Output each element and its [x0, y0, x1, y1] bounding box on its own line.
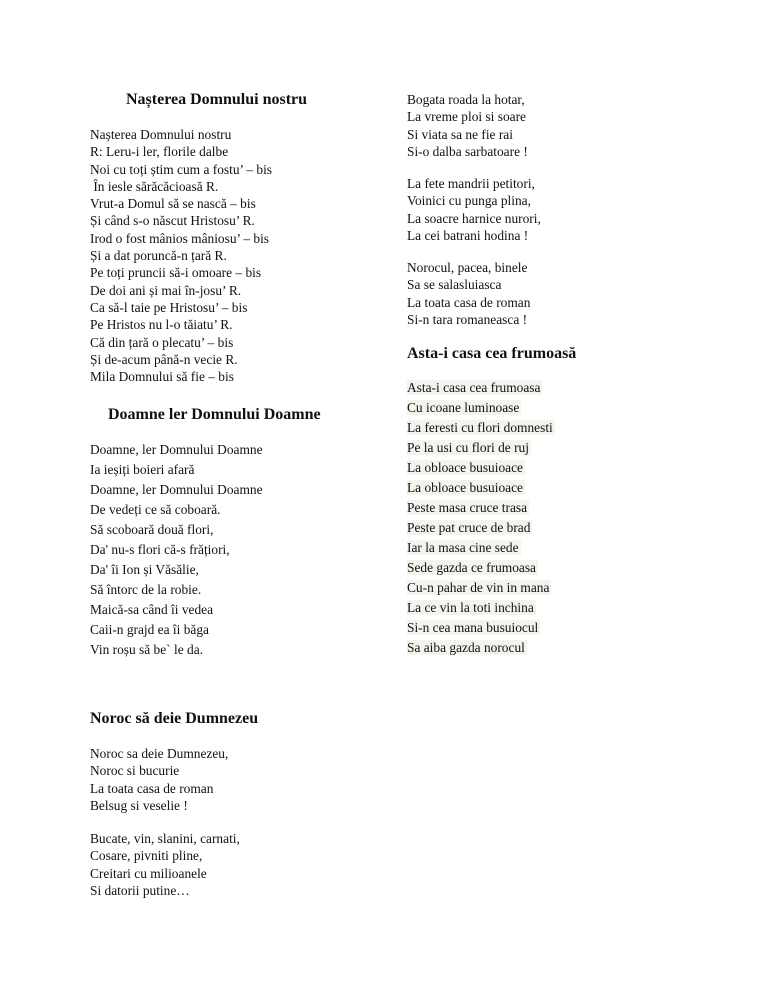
poem-line-text: La obloace busuioace: [407, 480, 523, 495]
poem-line: Irod o fost mânios mâniosu’ – bis: [90, 230, 270, 246]
poem-line: De vedeți ce să coboară.: [90, 502, 221, 517]
poem-line-text: Iar la masa cine sede: [407, 540, 519, 555]
poem-line: [407, 578, 555, 598]
poem-line: La soacre harnice nurori,: [407, 210, 541, 226]
poem-line: Doamne, ler Domnului Doamne: [90, 482, 263, 497]
poem-line: [407, 558, 555, 578]
poem-line: Bogata roada la hotar,: [407, 92, 525, 107]
poem-line: Si-o dalba sarbatoare !: [407, 143, 528, 159]
poem-line-text: Peste pat cruce de brad: [407, 520, 531, 535]
poem-line: Pe toți pruncii să-i omoare – bis: [90, 265, 262, 281]
poem-stanza: [407, 91, 528, 160]
poem-line: Si-n tara romaneasca !: [407, 311, 528, 327]
poem-stanza: [90, 440, 263, 660]
poem-line: Noi cu toți știm cum a fostu’ – bis: [90, 161, 272, 177]
poem-stanza: [90, 830, 240, 899]
poem-line: Și a dat poruncă-n țară R.: [90, 248, 227, 264]
poem-line: Norocul, pacea, binele: [407, 260, 528, 275]
poem-line-text: Si-n cea mana busuiocul: [407, 620, 539, 635]
poem-line-text: Sa aiba gazda norocul: [407, 640, 525, 655]
poem-line: [407, 438, 555, 458]
poem-line-text: Asta-i casa cea frumoasa: [407, 380, 541, 395]
poem-line: [407, 398, 555, 418]
poem-line-text: Pe la usi cu flori de ruj: [407, 440, 529, 455]
poem-line: Doamne, ler Domnului Doamne: [90, 442, 263, 457]
poem-line: Bucate, vin, slanini, carnati,: [90, 831, 240, 846]
poem-line: [407, 618, 555, 638]
poem-line: [407, 538, 555, 558]
poem-line: [407, 478, 555, 498]
poem-line: Cosare, pivniti pline,: [90, 848, 203, 864]
poem-line: [407, 518, 555, 538]
poem-line: Vrut-a Domul să se nască – bis: [90, 196, 256, 212]
poem-line: Și când s-o născut Hristosu’ R.: [90, 213, 255, 229]
poem-title: Doamne ler Domnului Doamne: [108, 406, 321, 423]
poem-line: Că din țară o plecatu’ – bis: [90, 334, 234, 350]
poem-line: Caii-n grajd ea îi băga: [90, 622, 209, 637]
poem-line-text: La feresti cu flori domnesti: [407, 420, 553, 435]
poem-line: Ia ieșiți boieri afară: [90, 462, 195, 477]
poem-line: [407, 418, 555, 438]
poem-line: La cei batrani hodina !: [407, 227, 529, 243]
poem-line: Belsug si veselie !: [90, 797, 188, 813]
poem-line-text: Cu-n pahar de vin in mana: [407, 580, 550, 595]
poem-line: Creitari cu milioanele: [90, 865, 207, 881]
poem-line: Ca să-l taie pe Hristosu’ – bis: [90, 299, 248, 315]
poem-line: În iesle sărăcăcioasă R.: [90, 178, 219, 194]
poem-line: Vin roșu să be` le da.: [90, 642, 203, 657]
poem-line: [407, 598, 555, 618]
poem-line: Să scoboară două flori,: [90, 522, 214, 537]
poem-line: La vreme ploi si soare: [407, 109, 526, 125]
poem-stanza: [407, 378, 555, 658]
poem-title: Asta-i casa cea frumoasă: [407, 345, 577, 362]
poem-line: Sa se salasluiasca: [407, 277, 502, 293]
poem-line: Da' îi Ion și Văsălie,: [90, 562, 199, 577]
poem-line-text: La obloace busuioace: [407, 460, 523, 475]
poem-line: Voinici cu punga plina,: [407, 193, 531, 209]
poem-line: Să întorc de la robie.: [90, 582, 202, 597]
poem-line: [407, 458, 555, 478]
poem-line: Noroc si bucurie: [90, 763, 180, 779]
poem-line: De doi ani și mai în-josu’ R.: [90, 282, 242, 298]
poem-line: R: Leru-i ler, florile dalbe: [90, 144, 229, 160]
poem-line: Nașterea Domnului nostru: [90, 127, 232, 142]
poem-line: La toata casa de roman: [407, 294, 531, 310]
poem-line: Mila Domnului să fie – bis: [90, 369, 234, 385]
poem-stanza: [407, 175, 541, 244]
poem-stanza: [90, 126, 272, 385]
poem-line: Pe Hristos nu l-o tăiatu’ R.: [90, 317, 233, 333]
poem-line: Maică-sa când îi vedea: [90, 602, 214, 617]
poem-line: [407, 498, 555, 518]
poem-line: La toata casa de roman: [90, 780, 214, 796]
poem-line: La fete mandrii petitori,: [407, 176, 535, 191]
poem-line: [407, 638, 555, 658]
poem-line: Si datorii putine…: [90, 882, 190, 898]
poem-line: [407, 378, 555, 398]
poem-stanza: [407, 259, 530, 328]
poem-line-text: Cu icoane luminoase: [407, 400, 520, 415]
poem-title: Noroc să deie Dumnezeu: [90, 710, 259, 727]
poem-stanza: [90, 745, 228, 814]
poem-line: Și de-acum până-n vecie R.: [90, 351, 238, 367]
poem-title: Nașterea Domnului nostru: [126, 91, 308, 108]
poem-line-text: La ce vin la toti inchina: [407, 600, 534, 615]
poem-line: Da' nu-s flori că-s frățiori,: [90, 542, 230, 557]
poem-line-text: Sede gazda ce frumoasa: [407, 560, 537, 575]
poem-line: Noroc sa deie Dumnezeu,: [90, 746, 229, 761]
poem-line: Si viata sa ne fie rai: [407, 126, 513, 142]
poem-line-text: Peste masa cruce trasa: [407, 500, 528, 515]
